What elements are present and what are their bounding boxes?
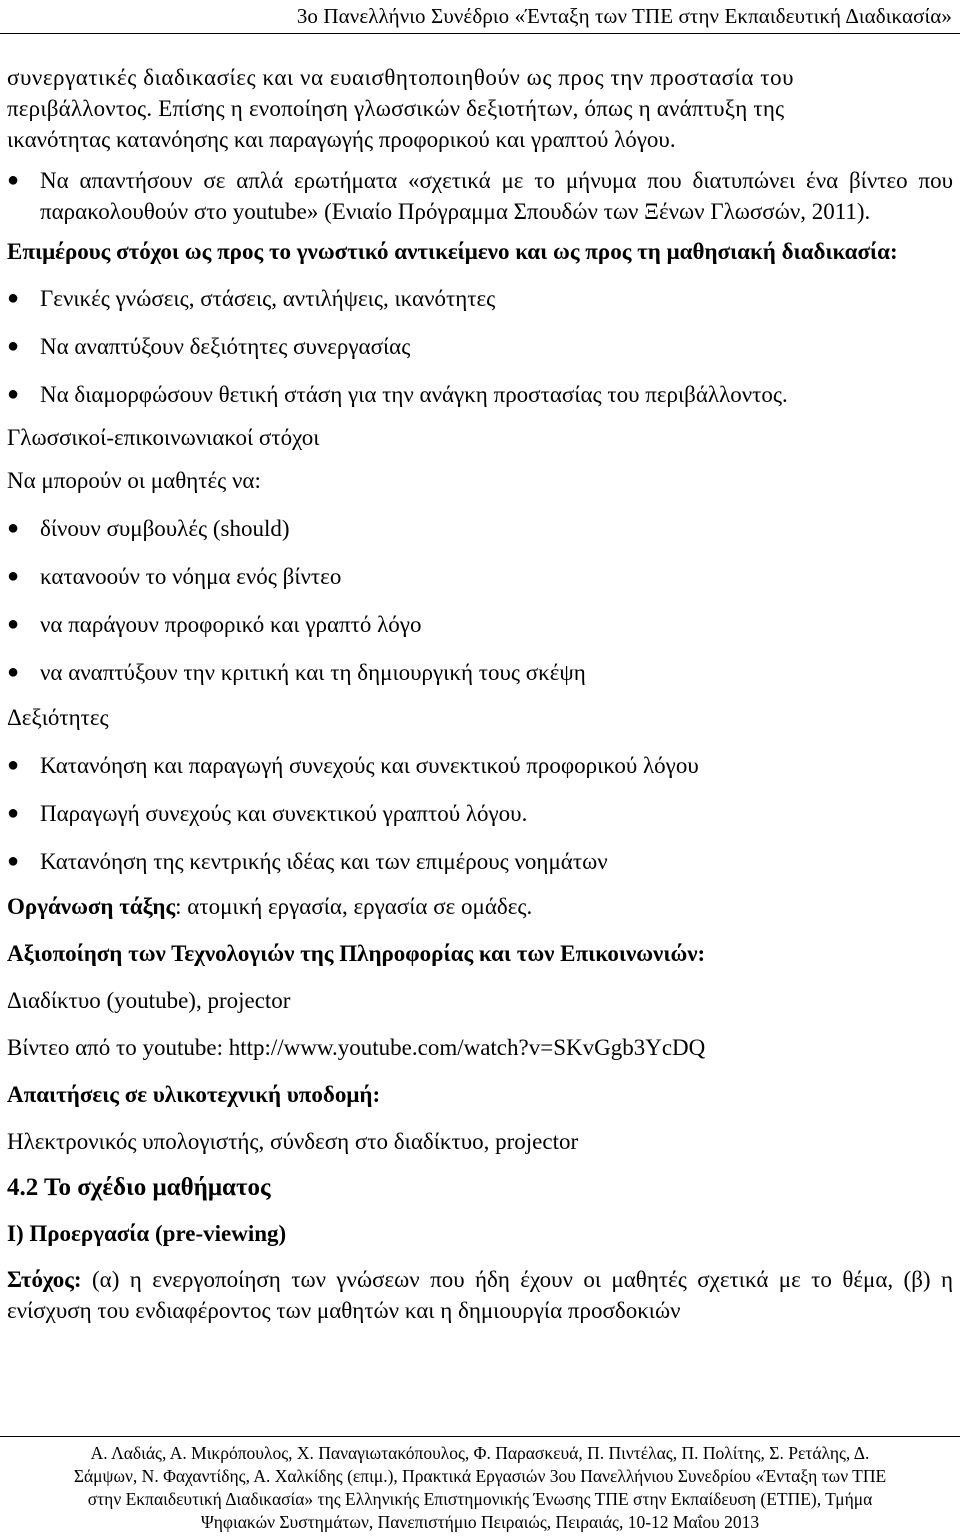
ict-heading: Αξιοποίηση των Τεχνολογιών της Πληροφορίας και των Επικοινωνιών: bbox=[7, 941, 706, 966]
list-item-text: να παράγουν προφορικό και γραπτό λόγο bbox=[40, 612, 422, 637]
paragraph bbox=[7, 1264, 953, 1326]
list-item bbox=[7, 513, 953, 544]
list-item-text: Γενικές γνώσεις, στάσεις, αντιλήψεις, ικανότητες bbox=[40, 286, 496, 311]
bullet-icon: ● bbox=[7, 335, 20, 357]
goal-text: (α) η ενεργοποίηση των γνώσεων που ήδη έχουν οι μαθητές σχετικά με το θέμα, (β) η ενίσχυση του ενδιαφέροντος των μαθητών και η δημιουργία προσδοκιών bbox=[7, 1267, 953, 1323]
section-heading bbox=[7, 1079, 953, 1110]
list-item-text: Κατανόηση και παραγωγή συνεχούς και συνεκτικού προφορικού λόγου bbox=[40, 753, 699, 778]
list-item-text: Κατανόηση της κεντρικής ιδέας και των επιμέρους νοημάτων bbox=[40, 849, 608, 874]
bullet-icon: ● bbox=[7, 169, 20, 191]
list-item bbox=[7, 331, 953, 362]
paragraph: Ηλεκτρονικός υπολογιστής, σύνδεση στο διαδίκτυο, projector bbox=[7, 1129, 579, 1154]
section-heading bbox=[7, 938, 953, 969]
infra-heading: Απαιτήσεις σε υλικοτεχνική υποδομή: bbox=[7, 1082, 381, 1107]
subsection-i-title: Ι) Προεργασία (pre-viewing) bbox=[7, 1221, 287, 1246]
bullet-icon: ● bbox=[7, 517, 20, 539]
footer-divider bbox=[0, 1436, 960, 1437]
footer-line: Σάμψων, Ν. Φαχαντίδης, Α. Χαλκίδης (επιμ.), Πρακτικά Εργασιών 3ου Πανελλήνιου Συνεδρίου «Ένταξη των ΤΠΕ bbox=[73, 1466, 887, 1486]
bullet-icon: ● bbox=[7, 802, 20, 824]
list-item bbox=[7, 561, 953, 592]
paragraph bbox=[7, 891, 953, 922]
bullet-icon: ● bbox=[7, 850, 20, 872]
goal-label: Στόχος: bbox=[7, 1267, 82, 1292]
list-item-text: Να διαμορφώσουν θετική στάση για την ανάγκη προστασίας του περιβάλλοντος. bbox=[40, 382, 788, 407]
bullet-icon: ● bbox=[7, 754, 20, 776]
bullet-icon: ● bbox=[7, 383, 20, 405]
continuation-line: ικανότητας κατανόησης και παραγωγής προφορικού και γραπτού λόγου. bbox=[7, 127, 676, 152]
subsection-title bbox=[7, 1218, 953, 1249]
list-item bbox=[7, 609, 953, 640]
bullet-icon: ● bbox=[7, 613, 20, 635]
footer-line: Α. Λαδιάς, Α. Μικρόπουλος, Χ. Παναγιωτακόπουλος, Φ. Παρασκευά, Π. Πιντέλας, Π. Πολίτης, Σ. Ρετάλης, Δ. bbox=[90, 1443, 870, 1463]
bullet-icon: ● bbox=[7, 565, 20, 587]
section-title: 4.2 Το σχέδιο μαθήματος bbox=[7, 1174, 271, 1201]
specific-goals-heading: Επιμέρους στόχοι ως προς το γνωστικό αντικείμενο και ως προς τη μαθησιακή διαδικασία: bbox=[7, 239, 898, 264]
continuation-line: περιβάλλοντος. Επίσης η ενοποίηση γλωσσικών δεξιοτήτων, όπως η ανάπτυξη της bbox=[7, 96, 785, 121]
footer-line: στην Εκπαιδευτική Διαδικασία» της Ελληνικής Επιστημονικής Ένωσης ΤΠΕ στην Εκπαίδευση (ΕΤΠΕ), Τμήμα bbox=[87, 1489, 873, 1509]
list-item-text: κατανοούν το νόημα ενός βίντεο bbox=[40, 564, 342, 589]
list-item-text: να αναπτύξουν την κριτική και τη δημιουργική τους σκέψη bbox=[40, 660, 586, 685]
paragraph: Να μπορούν οι μαθητές να: bbox=[7, 468, 261, 493]
page-body bbox=[7, 62, 953, 1326]
list-item-text: Παραγωγή συνεχούς και συνεκτικού γραπτού λόγου. bbox=[40, 801, 528, 826]
running-title: 3ο Πανελλήνιο Συνέδριο «Ένταξη των ΤΠΕ στην Εκπαιδευτική Διαδικασία» bbox=[296, 4, 952, 28]
running-header bbox=[0, 2, 960, 34]
list-item-text: Να αναπτύξουν δεξιότητες συνεργασίας bbox=[40, 334, 411, 359]
list-item-text: Να απαντήσουν σε απλά ερωτήματα «σχετικά με το μήνυμα που διατυπώνει ένα βίντεο που παρακολουθούν στο youtube» (Ενιαίο Πρόγραμμα Σπουδών των Ξένων Γλωσσών, 2011). bbox=[40, 168, 953, 224]
section-heading bbox=[7, 236, 953, 267]
footer-line: Ψηφιακών Συστημάτων, Πανεπιστήμιο Πειραιώς, Πειραιάς, 10-12 Μαΐου 2013 bbox=[200, 1512, 760, 1532]
section-heading: Γλωσσικοί-επικοινωνιακοί στόχοι bbox=[7, 425, 320, 450]
paragraph: Διαδίκτυο (youtube), projector bbox=[7, 988, 291, 1013]
bullet-icon: ● bbox=[7, 661, 20, 683]
list-item bbox=[7, 657, 953, 688]
list-item-text: δίνουν συμβουλές (should) bbox=[40, 516, 290, 541]
list-item bbox=[7, 165, 953, 227]
video-link-line: Βίντεο από το youtube: http://www.youtube.com/watch?v=SKvGgb3YcDQ bbox=[7, 1035, 706, 1060]
list-item bbox=[7, 798, 953, 829]
section-heading: Δεξιότητες bbox=[7, 705, 109, 730]
list-item bbox=[7, 846, 953, 877]
class-org-value: : ατομική εργασία, εργασία σε ομάδες. bbox=[175, 894, 533, 919]
bullet-icon: ● bbox=[7, 287, 20, 309]
continuation-line: συνεργατικές διαδικασίες και να ευαισθητοποιηθούν ως προς την προστασία του bbox=[7, 65, 795, 90]
list-item bbox=[7, 750, 953, 781]
class-org-label: Οργάνωση τάξης bbox=[7, 894, 176, 919]
citation-footer bbox=[0, 1442, 960, 1534]
list-item bbox=[7, 379, 953, 410]
list-item bbox=[7, 283, 953, 314]
